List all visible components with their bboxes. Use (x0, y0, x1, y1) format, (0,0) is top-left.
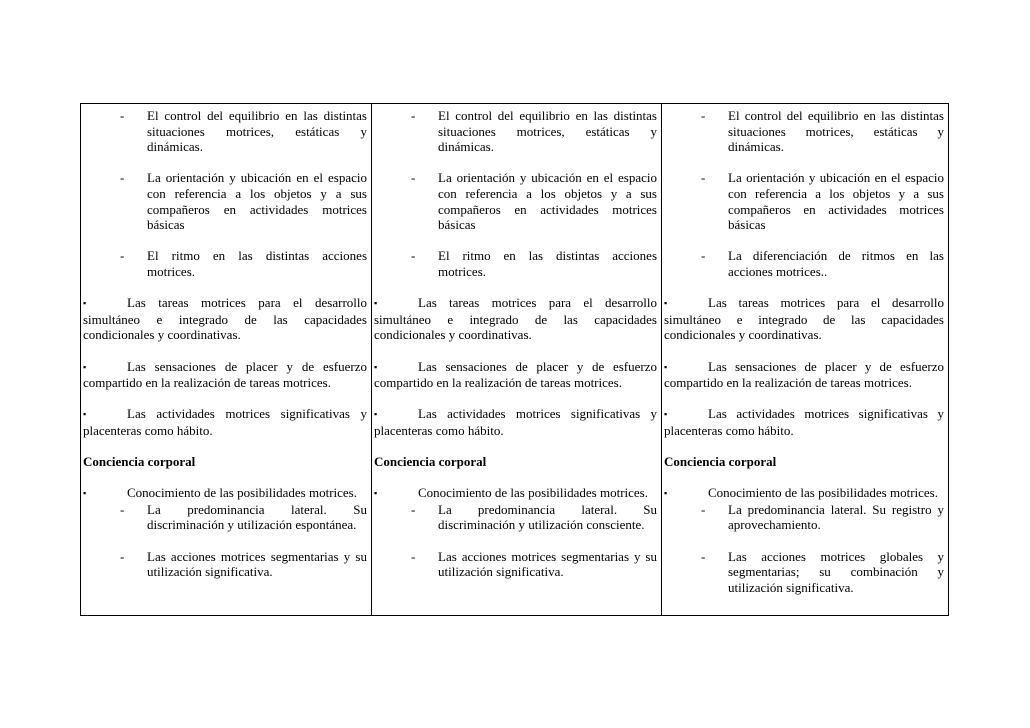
bullet-text: Las sensaciones de placer y de esfuerzo compartido en la realización de tareas motrices. (374, 358, 657, 391)
dash-marker: - (411, 170, 416, 186)
square-bullet-icon: ▪ (374, 488, 378, 499)
list-item-text: Las acciones motrices segmentarias y su utilización significativa. (438, 548, 657, 580)
bullet-item (664, 406, 944, 438)
dash-marker: - (411, 108, 416, 123)
table-column-1 (81, 104, 371, 615)
bullet-text: Las actividades motrices significativas y placenteras como hábito. (664, 406, 944, 438)
square-bullet-icon: ▪ (664, 488, 668, 499)
list-item-text: El ritmo en las distintas acciones motrices. (438, 248, 657, 279)
list-item (374, 248, 657, 279)
square-bullet-icon: ▪ (664, 409, 668, 420)
list-item (83, 170, 367, 232)
list-item-text: Las acciones motrices segmentarias y su utilización significativa. (147, 548, 367, 580)
list-item (374, 170, 657, 232)
square-bullet-icon: ▪ (83, 298, 87, 309)
dash-marker: - (411, 248, 416, 264)
bullet-text: Las sensaciones de placer y de esfuerzo compartido en la realización de tareas motrices. (83, 358, 367, 391)
square-bullet-icon: ▪ (374, 409, 378, 420)
bullet-text: Las tareas motrices para el desarrollo simultáneo e integrado de las capacidades condicionales y coordinativas. (83, 295, 367, 343)
dash-marker: - (120, 501, 125, 517)
list-item (83, 502, 367, 533)
table-column-3 (661, 104, 948, 615)
list-item (374, 502, 657, 533)
dash-marker: - (701, 548, 706, 564)
table-column-2 (371, 104, 661, 615)
list-item-text: Las acciones motrices globales y segmentarias; su combinación y utilización significativa. (728, 548, 944, 595)
bullet-text: Las sensaciones de placer y de esfuerzo compartido en la realización de tareas motrices. (664, 358, 944, 391)
square-bullet-icon: ▪ (374, 361, 378, 372)
list-item (83, 248, 367, 279)
dash-marker: - (411, 548, 416, 564)
bullet-item (664, 359, 944, 391)
section-heading: Conciencia corporal (374, 454, 487, 470)
bullet-item (374, 485, 657, 502)
square-bullet-icon: ▪ (83, 361, 87, 372)
list-item (664, 502, 944, 533)
section-heading: Conciencia corporal (664, 454, 777, 470)
dash-marker: - (701, 170, 706, 186)
list-item (83, 549, 367, 580)
list-item-text: El control del equilibrio en las distintas situaciones motrices, estáticas y dinámicas. (728, 108, 944, 155)
bullet-item (664, 485, 944, 502)
list-item-text: La diferenciación de ritmos en las acciones motrices.. (728, 248, 944, 279)
bullet-text: Conocimiento de las posibilidades motrices. (708, 485, 938, 501)
list-item (664, 549, 944, 596)
list-item-text: La orientación y ubicación en el espacio con referencia a los objetos y a sus compañeros en actividades motrices básicas (438, 170, 657, 233)
square-bullet-icon: ▪ (664, 298, 668, 309)
list-item-text: El control del equilibrio en las distintas situaciones motrices, estáticas y dinámicas. (438, 108, 657, 155)
list-item (83, 108, 367, 155)
list-item-text: La predominancia lateral. Su registro y aprovechamiento. (728, 501, 944, 533)
bullet-item (374, 295, 657, 343)
bullet-item (83, 485, 367, 502)
list-item-text: La predominancia lateral. Su discriminación y utilización consciente. (438, 501, 657, 533)
square-bullet-icon: ▪ (83, 488, 87, 499)
list-item-text: El ritmo en las distintas acciones motrices. (147, 248, 367, 279)
bullet-text: Las tareas motrices para el desarrollo simultáneo e integrado de las capacidades condicionales y coordinativas. (664, 295, 944, 343)
list-item-text: La orientación y ubicación en el espacio con referencia a los objetos y a sus compañeros en actividades motrices básicas (728, 170, 944, 233)
bullet-text: Las actividades motrices significativas y placenteras como hábito. (83, 406, 367, 438)
dash-marker: - (701, 248, 706, 264)
dash-marker: - (701, 501, 706, 517)
bullet-item (83, 295, 367, 343)
bullet-item (664, 295, 944, 343)
list-item (374, 549, 657, 580)
list-item-text: El control del equilibrio en las distintas situaciones motrices, estáticas y dinámicas. (147, 108, 367, 155)
square-bullet-icon: ▪ (664, 361, 668, 372)
bullet-item (83, 359, 367, 391)
list-item-text: La orientación y ubicación en el espacio con referencia a los objetos y a sus compañeros en actividades motrices básicas (147, 170, 367, 233)
bullet-item (374, 359, 657, 391)
square-bullet-icon: ▪ (83, 409, 87, 420)
square-bullet-icon: ▪ (374, 298, 378, 309)
list-item (664, 248, 944, 279)
list-item-text: La predominancia lateral. Su discriminación y utilización espontánea. (147, 501, 367, 533)
dash-marker: - (411, 501, 416, 517)
content-table (80, 103, 949, 616)
bullet-item (83, 406, 367, 438)
bullet-text: Conocimiento de las posibilidades motrices. (418, 485, 648, 501)
section-heading: Conciencia corporal (83, 454, 196, 470)
dash-marker: - (120, 170, 125, 186)
dash-marker: - (120, 548, 125, 564)
list-item (374, 108, 657, 155)
bullet-text: Conocimiento de las posibilidades motrices. (127, 485, 357, 501)
bullet-text: Las actividades motrices significativas y placenteras como hábito. (374, 406, 657, 438)
bullet-text: Las tareas motrices para el desarrollo simultáneo e integrado de las capacidades condicionales y coordinativas. (374, 295, 657, 343)
dash-marker: - (120, 248, 125, 264)
bullet-item (374, 406, 657, 438)
dash-marker: - (120, 108, 125, 123)
dash-marker: - (701, 108, 706, 123)
list-item (664, 108, 944, 155)
list-item (664, 170, 944, 232)
